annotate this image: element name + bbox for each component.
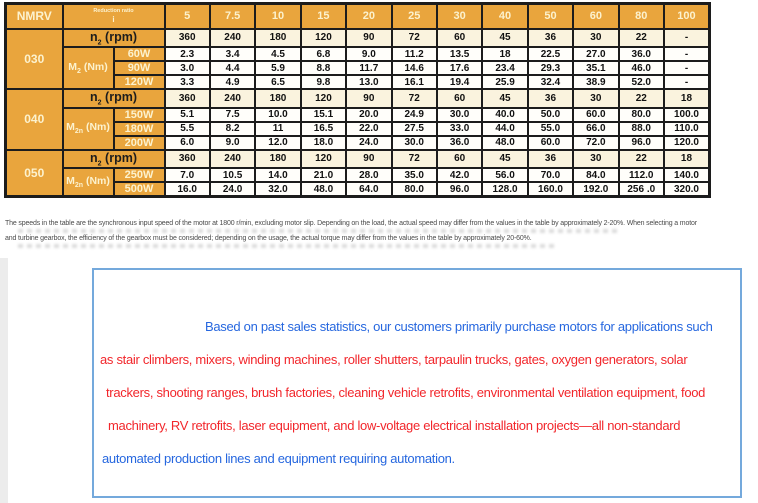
torque-value-cell: 88.0 xyxy=(619,122,664,136)
rpm-value-cell: 60 xyxy=(437,29,482,48)
torque-value-cell: 15.1 xyxy=(301,108,346,122)
torque-value-cell: 20.0 xyxy=(346,108,391,122)
torque-value-cell: 33.0 xyxy=(437,122,482,136)
torque-value-cell: 50.0 xyxy=(528,108,573,122)
rpm-value-cell: 36 xyxy=(528,150,573,169)
torque-row xyxy=(6,108,710,122)
info-line: Based on past sales statistics, our customers primarily purchase motors for applications such xyxy=(205,319,713,334)
torque-value-cell: 30.0 xyxy=(392,136,437,150)
ratio-column-header: 7.5 xyxy=(210,4,255,29)
torque-value-cell: - xyxy=(664,75,710,89)
torque-value-cell: 13.5 xyxy=(437,47,482,61)
rpm-value-cell: 45 xyxy=(482,29,527,48)
torque-value-cell: 80.0 xyxy=(619,108,664,122)
torque-value-cell: 84.0 xyxy=(573,168,618,182)
info-line: trackers, shooting ranges, brush factories, cleaning vehicle retrofits, environmental ventilation equipment, food xyxy=(106,385,706,400)
torque-value-cell: 8.8 xyxy=(301,61,346,75)
rpm-value-cell: 72 xyxy=(392,29,437,48)
torque-value-cell: 44.0 xyxy=(482,122,527,136)
ratio-column-header: 40 xyxy=(482,4,527,29)
torque-value-cell: 60.0 xyxy=(528,136,573,150)
torque-value-cell: 4.4 xyxy=(210,61,255,75)
rpm-value-cell: 120 xyxy=(301,89,346,108)
ratio-column-header: 15 xyxy=(301,4,346,29)
power-rating-label: 90W xyxy=(114,61,165,75)
torque-value-cell: 36.0 xyxy=(619,47,664,61)
torque-value-cell: 3.0 xyxy=(165,61,210,75)
torque-value-cell: 27.5 xyxy=(392,122,437,136)
torque-value-cell: 56.0 xyxy=(482,168,527,182)
torque-value-cell: - xyxy=(664,47,710,61)
torque-value-cell: 28.0 xyxy=(346,168,391,182)
torque-value-cell: 320.0 xyxy=(664,182,710,197)
rpm-value-cell: 90 xyxy=(346,29,391,48)
rpm-value-cell: 36 xyxy=(528,29,573,48)
rpm-row xyxy=(6,89,710,108)
torque-value-cell: 30.0 xyxy=(437,108,482,122)
torque-value-cell: 6.5 xyxy=(255,75,300,89)
rpm-value-cell: 72 xyxy=(392,150,437,169)
torque-value-cell: 72.0 xyxy=(573,136,618,150)
power-rating-label: 250W xyxy=(114,168,165,182)
rpm-value-cell: 240 xyxy=(210,150,255,169)
rpm-row-label: $n_2$ (rpm) xyxy=(63,29,165,48)
torque-value-cell: 11.2 xyxy=(392,47,437,61)
power-rating-label: 150W xyxy=(114,108,165,122)
rpm-value-cell: 360 xyxy=(165,150,210,169)
torque-value-cell: 48.0 xyxy=(482,136,527,150)
rpm-value-cell: 360 xyxy=(165,29,210,48)
torque-value-cell: 24.0 xyxy=(346,136,391,150)
rpm-value-cell: 180 xyxy=(255,89,300,108)
rpm-value-cell: 22 xyxy=(619,29,664,48)
torque-value-cell: 10.0 xyxy=(255,108,300,122)
power-rating-label: 60W xyxy=(114,47,165,61)
torque-value-cell: 32.4 xyxy=(528,75,573,89)
torque-value-cell: 11 xyxy=(255,122,300,136)
torque-value-cell: 13.0 xyxy=(346,75,391,89)
ratio-column-header: 50 xyxy=(528,4,573,29)
torque-value-cell: 22.5 xyxy=(528,47,573,61)
torque-value-cell: 19.4 xyxy=(437,75,482,89)
torque-value-cell: 5.5 xyxy=(165,122,210,136)
info-line: automated production lines and equipment requiring automation. xyxy=(102,451,455,466)
ratio-column-header: 5 xyxy=(165,4,210,29)
torque-value-cell: 46.0 xyxy=(619,61,664,75)
torque-value-cell: 27.0 xyxy=(573,47,618,61)
power-rating-label: 200W xyxy=(114,136,165,150)
torque-value-cell: 42.0 xyxy=(437,168,482,182)
ratio-column-header: 30 xyxy=(437,4,482,29)
torque-value-cell: 2.3 xyxy=(165,47,210,61)
torque-value-cell: 66.0 xyxy=(573,122,618,136)
torque-value-cell: 48.0 xyxy=(301,182,346,197)
rpm-row xyxy=(6,29,710,48)
torque-value-cell: 32.0 xyxy=(255,182,300,197)
torque-value-cell: 18 xyxy=(482,47,527,61)
power-rating-label: 180W xyxy=(114,122,165,136)
ratio-column-header: 80 xyxy=(619,4,664,29)
torque-value-cell: 4.9 xyxy=(210,75,255,89)
torque-value-cell: 38.9 xyxy=(573,75,618,89)
torque-value-cell: 3.4 xyxy=(210,47,255,61)
torque-value-cell: 16.1 xyxy=(392,75,437,89)
torque-row xyxy=(6,168,710,182)
rpm-value-cell: 45 xyxy=(482,89,527,108)
torque-value-cell: 21.0 xyxy=(301,168,346,182)
page-edge-shading xyxy=(0,258,8,503)
torque-value-cell: 24.9 xyxy=(392,108,437,122)
ghost-text-smudge xyxy=(18,229,618,233)
torque-value-cell: 160.0 xyxy=(528,182,573,197)
rpm-value-cell: 120 xyxy=(301,150,346,169)
rpm-value-cell: 45 xyxy=(482,150,527,169)
torque-value-cell: 22.0 xyxy=(346,122,391,136)
rpm-value-cell: 360 xyxy=(165,89,210,108)
torque-value-cell: - xyxy=(664,61,710,75)
torque-value-cell: 112.0 xyxy=(619,168,664,182)
torque-value-cell: 10.5 xyxy=(210,168,255,182)
rpm-row-label: $n_2$ (rpm) xyxy=(63,150,165,169)
rpm-value-cell: 120 xyxy=(301,29,346,48)
table-body xyxy=(6,29,710,197)
rpm-value-cell: 90 xyxy=(346,89,391,108)
rpm-value-cell: 36 xyxy=(528,89,573,108)
reduction-ratio-text: Reduction ratio xyxy=(93,8,134,15)
rpm-value-cell: 30 xyxy=(573,89,618,108)
torque-value-cell: 55.0 xyxy=(528,122,573,136)
rpm-value-cell: 30 xyxy=(573,29,618,48)
torque-value-cell: 6.8 xyxy=(301,47,346,61)
info-box-text xyxy=(100,310,734,475)
torque-value-cell: 110.0 xyxy=(664,122,710,136)
torque-value-cell: 9.8 xyxy=(301,75,346,89)
torque-value-cell: 25.9 xyxy=(482,75,527,89)
torque-unit-label: $M_{2n}$ (Nm) xyxy=(63,168,114,197)
power-rating-label: 120W xyxy=(114,75,165,89)
torque-value-cell: 14.0 xyxy=(255,168,300,182)
torque-value-cell: 120.0 xyxy=(664,136,710,150)
info-line: as stair climbers, mixers, winding machines, roller shutters, tarpaulin trucks, gates, oxygen generators, solar xyxy=(100,352,688,367)
torque-value-cell: 5.1 xyxy=(165,108,210,122)
torque-value-cell: 5.9 xyxy=(255,61,300,75)
torque-value-cell: 35.1 xyxy=(573,61,618,75)
torque-value-cell: 6.0 xyxy=(165,136,210,150)
rpm-value-cell: 60 xyxy=(437,150,482,169)
ratio-symbol: i xyxy=(112,15,115,25)
torque-value-cell: 16.0 xyxy=(165,182,210,197)
spec-table-wrap xyxy=(4,2,711,198)
ratio-column-header: 100 xyxy=(664,4,710,29)
torque-value-cell: 52.0 xyxy=(619,75,664,89)
rpm-value-cell: 180 xyxy=(255,150,300,169)
applications-info-box xyxy=(92,268,742,498)
rpm-value-cell: 18 xyxy=(664,150,710,169)
model-label: 040 xyxy=(6,89,63,150)
torque-value-cell: 29.3 xyxy=(528,61,573,75)
model-label: 050 xyxy=(6,150,63,197)
torque-value-cell: 128.0 xyxy=(482,182,527,197)
table-header xyxy=(6,4,710,29)
torque-value-cell: 35.0 xyxy=(392,168,437,182)
rpm-value-cell: 180 xyxy=(255,29,300,48)
torque-value-cell: 80.0 xyxy=(392,182,437,197)
torque-row xyxy=(6,47,710,61)
rpm-value-cell: 90 xyxy=(346,150,391,169)
rpm-value-cell: 240 xyxy=(210,89,255,108)
torque-value-cell: 9.0 xyxy=(346,47,391,61)
torque-value-cell: 40.0 xyxy=(482,108,527,122)
torque-value-cell: 36.0 xyxy=(437,136,482,150)
torque-value-cell: 70.0 xyxy=(528,168,573,182)
info-line: machinery, RV retrofits, laser equipment, and low-voltage electrical installation projects—all non-standard xyxy=(108,418,681,433)
torque-value-cell: 8.2 xyxy=(210,122,255,136)
torque-value-cell: 4.5 xyxy=(255,47,300,61)
table-corner-label: NMRV xyxy=(6,4,63,29)
torque-value-cell: 18.0 xyxy=(301,136,346,150)
torque-value-cell: 24.0 xyxy=(210,182,255,197)
rpm-value-cell: 72 xyxy=(392,89,437,108)
reduction-ratio-header xyxy=(63,4,165,29)
ratio-column-header: 25 xyxy=(392,4,437,29)
torque-value-cell: 7.0 xyxy=(165,168,210,182)
power-rating-label: 500W xyxy=(114,182,165,197)
rpm-value-cell: 60 xyxy=(437,89,482,108)
ratio-column-header: 10 xyxy=(255,4,300,29)
torque-value-cell: 96.0 xyxy=(437,182,482,197)
model-label: 030 xyxy=(6,29,63,90)
torque-value-cell: 140.0 xyxy=(664,168,710,182)
ratio-column-header: 60 xyxy=(573,4,618,29)
torque-value-cell: 17.6 xyxy=(437,61,482,75)
torque-value-cell: 11.7 xyxy=(346,61,391,75)
rpm-value-cell: 240 xyxy=(210,29,255,48)
footnote-line-1: The speeds in the table are the synchronous input speed of the motor at 1800 r/min, excluding motor slip. Depending on the load, the actual speed may differ from the values in the table by approximately 2-20%. When selecting a motor xyxy=(5,220,697,227)
rpm-value-cell: - xyxy=(664,29,710,48)
torque-value-cell: 60.0 xyxy=(573,108,618,122)
torque-value-cell: 12.0 xyxy=(255,136,300,150)
torque-value-cell: 64.0 xyxy=(346,182,391,197)
torque-value-cell: 16.5 xyxy=(301,122,346,136)
rpm-row xyxy=(6,150,710,169)
torque-unit-label: $M_{2n}$ (Nm) xyxy=(63,108,114,150)
torque-unit-label: $M_2$ (Nm) xyxy=(63,47,114,89)
ratio-column-header: 20 xyxy=(346,4,391,29)
torque-value-cell: 9.0 xyxy=(210,136,255,150)
rpm-value-cell: 22 xyxy=(619,89,664,108)
torque-value-cell: 96.0 xyxy=(619,136,664,150)
ghost-text-smudge xyxy=(18,244,558,248)
rpm-row-label: $n_2$ (rpm) xyxy=(63,89,165,108)
torque-value-cell: 100.0 xyxy=(664,108,710,122)
gear-ratio-table xyxy=(4,2,711,198)
torque-value-cell: 7.5 xyxy=(210,108,255,122)
torque-value-cell: 192.0 xyxy=(573,182,618,197)
rpm-value-cell: 30 xyxy=(573,150,618,169)
torque-value-cell: 14.6 xyxy=(392,61,437,75)
footnote-line-2: and turbine gearbox, the efficiency of the gearbox must be considered; depending on the usage, the actual torque may differ from the values in the table by approximately 20-60%. xyxy=(5,235,532,242)
torque-value-cell: 256 .0 xyxy=(619,182,664,197)
torque-value-cell: 23.4 xyxy=(482,61,527,75)
rpm-value-cell: 22 xyxy=(619,150,664,169)
rpm-value-cell: 18 xyxy=(664,89,710,108)
torque-value-cell: 3.3 xyxy=(165,75,210,89)
